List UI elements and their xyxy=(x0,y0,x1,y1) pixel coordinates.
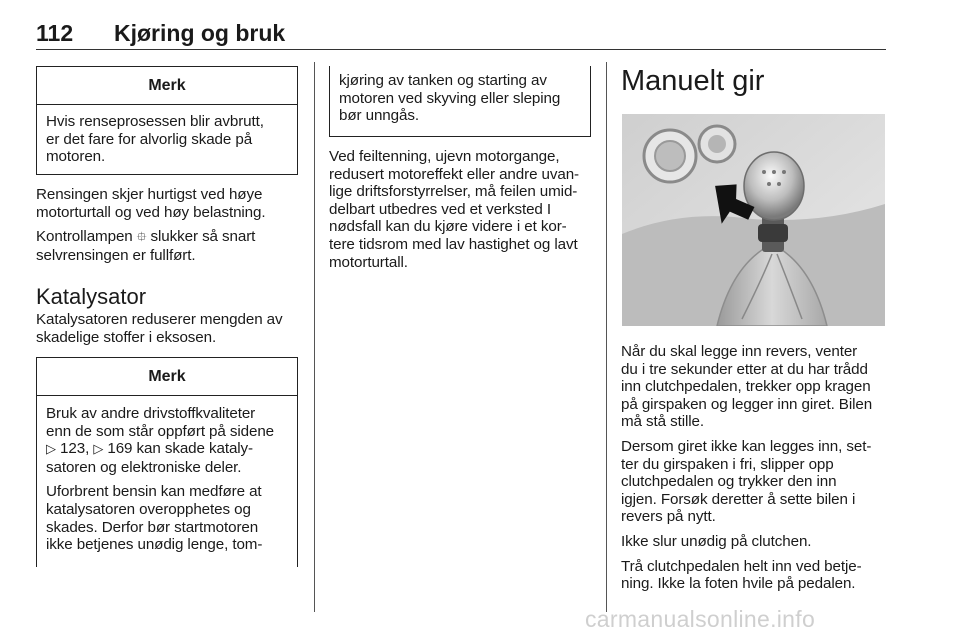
page-reference-link[interactable]: 123 xyxy=(60,440,86,458)
text-line xyxy=(46,440,288,459)
column-divider-2 xyxy=(606,62,607,612)
text-line: igjen. Forsøk deretter å sette bilen i xyxy=(621,490,856,508)
text-fragment: Kontrollampen xyxy=(36,228,137,246)
text-line: kjøring av tanken og starting av xyxy=(339,72,547,89)
note-paragraph xyxy=(46,483,288,553)
paragraph-misfire xyxy=(329,148,593,271)
text-line: skadelige stoffer i eksosen. xyxy=(36,328,217,346)
note-title: Merk xyxy=(37,67,297,105)
text-line: på girspaken og legger inn giret. Bilen xyxy=(621,395,873,413)
text-line: motoren ved skyving eller sleping xyxy=(339,89,561,107)
note-body xyxy=(330,66,590,133)
text-line: Trå clutchpedalen helt inn ved betje- xyxy=(621,557,862,575)
column-3-text xyxy=(621,343,887,593)
page-reference-icon: ▷ xyxy=(46,442,56,458)
section-title-manual-gearbox: Manuelt gir xyxy=(621,65,765,97)
gear-lever-photo xyxy=(622,114,885,326)
text-fragment: kan skade kataly- xyxy=(132,440,254,458)
text-line: redusert motoreffekt eller andre uvan- xyxy=(329,165,580,183)
text-line: katalysatoren overopphetes og xyxy=(46,500,251,518)
text-line: selvrensingen er fullført. xyxy=(36,246,196,264)
note-text-line: motoren. xyxy=(46,148,106,166)
text-line: Når du skal legge inn revers, venter xyxy=(621,343,858,360)
text-line: skades. Derfor bør startmotoren xyxy=(46,518,259,536)
text-line xyxy=(36,228,300,247)
section-title-catalyst: Katalysator xyxy=(36,284,147,310)
text-line: ikke betjenes unødig lenge, tom- xyxy=(46,536,263,554)
text-fragment: , xyxy=(85,440,94,458)
text-fragment: slukker så snart xyxy=(146,228,256,246)
text-line: må stå stille. xyxy=(621,413,704,431)
text-line: Ved feiltenning, ujevn motorgange, xyxy=(329,148,560,165)
text-line: du i tre sekunder etter at du har trådd xyxy=(621,360,868,378)
note-box-fuel-quality xyxy=(36,357,298,567)
page-number: 112 xyxy=(36,20,74,46)
note-text-line: Hvis renseprosessen blir avbrutt, xyxy=(46,113,264,130)
note-title: Merk xyxy=(37,358,297,396)
text-line: bør unngås. xyxy=(339,107,419,125)
text-line: Ikke slur unødig på clutchen. xyxy=(621,532,812,550)
watermark: carmanualsonline.info xyxy=(585,606,816,632)
text-line: lige driftsforstyrrelser, må feilen umid- xyxy=(329,183,578,201)
text-line: Rensingen skjer hurtigst ved høye xyxy=(36,186,263,203)
text-line: inn clutchpedalen, trekker opp kragen xyxy=(621,378,871,396)
note-text-line: er det fare for alvorlig skade på xyxy=(46,130,253,148)
text-line: ning. Ikke la foten hvile på pedalen. xyxy=(621,575,856,593)
note-paragraph xyxy=(46,405,288,476)
page-header xyxy=(36,20,886,50)
text-line: delbart utbedres ved et verksted I xyxy=(329,200,552,218)
paragraph-catalyst xyxy=(36,311,300,346)
text-line: clutchpedalen og trykker den inn xyxy=(621,473,837,491)
note-box-continued xyxy=(329,66,591,137)
note-body xyxy=(37,105,297,174)
paragraph-clutch-pedal xyxy=(621,558,887,593)
header-divider xyxy=(36,49,886,50)
column-1-text xyxy=(36,186,300,347)
paragraph-gear-fails xyxy=(621,438,887,526)
paragraph-reverse xyxy=(621,343,887,431)
text-line: revers på nytt. xyxy=(621,508,716,526)
column-2-text xyxy=(329,148,593,271)
text-line: enn de som står oppført på sidene xyxy=(46,422,275,440)
text-line: motorturtall. xyxy=(329,253,408,271)
text-line: satoren og elektroniske deler. xyxy=(46,458,242,476)
page-reference-link[interactable]: 169 xyxy=(107,440,133,458)
text-line: motorturtall og ved høy belastning. xyxy=(36,203,266,221)
page-reference-icon: ▷ xyxy=(93,442,104,458)
paragraph-clutch-slip xyxy=(621,533,887,551)
text-line: Dersom giret ikke kan legges inn, set- xyxy=(621,437,872,455)
note-body xyxy=(37,396,297,562)
text-line: tere tidsrom med lav hastighet og lavt xyxy=(329,235,578,253)
text-line: Katalysatoren reduserer mengden av xyxy=(36,311,283,329)
text-line: nødsfall kan du kjøre videre i et kor- xyxy=(329,218,567,236)
paragraph-cleaning xyxy=(36,186,300,221)
text-line: Bruk av andre drivstoffkvaliteter xyxy=(46,405,256,422)
paragraph-warning-lamp xyxy=(36,228,300,264)
column-divider-1 xyxy=(314,62,315,612)
text-line: ter du girspaken i fri, slipper opp xyxy=(621,455,834,473)
note-box-engine-damage xyxy=(36,66,298,175)
particle-filter-warning-icon: ⯐ xyxy=(136,230,147,246)
text-line: Uforbrent bensin kan medføre at xyxy=(46,483,262,501)
gear-lever-illustration xyxy=(622,114,885,326)
chapter-title: Kjøring og bruk xyxy=(114,20,286,46)
